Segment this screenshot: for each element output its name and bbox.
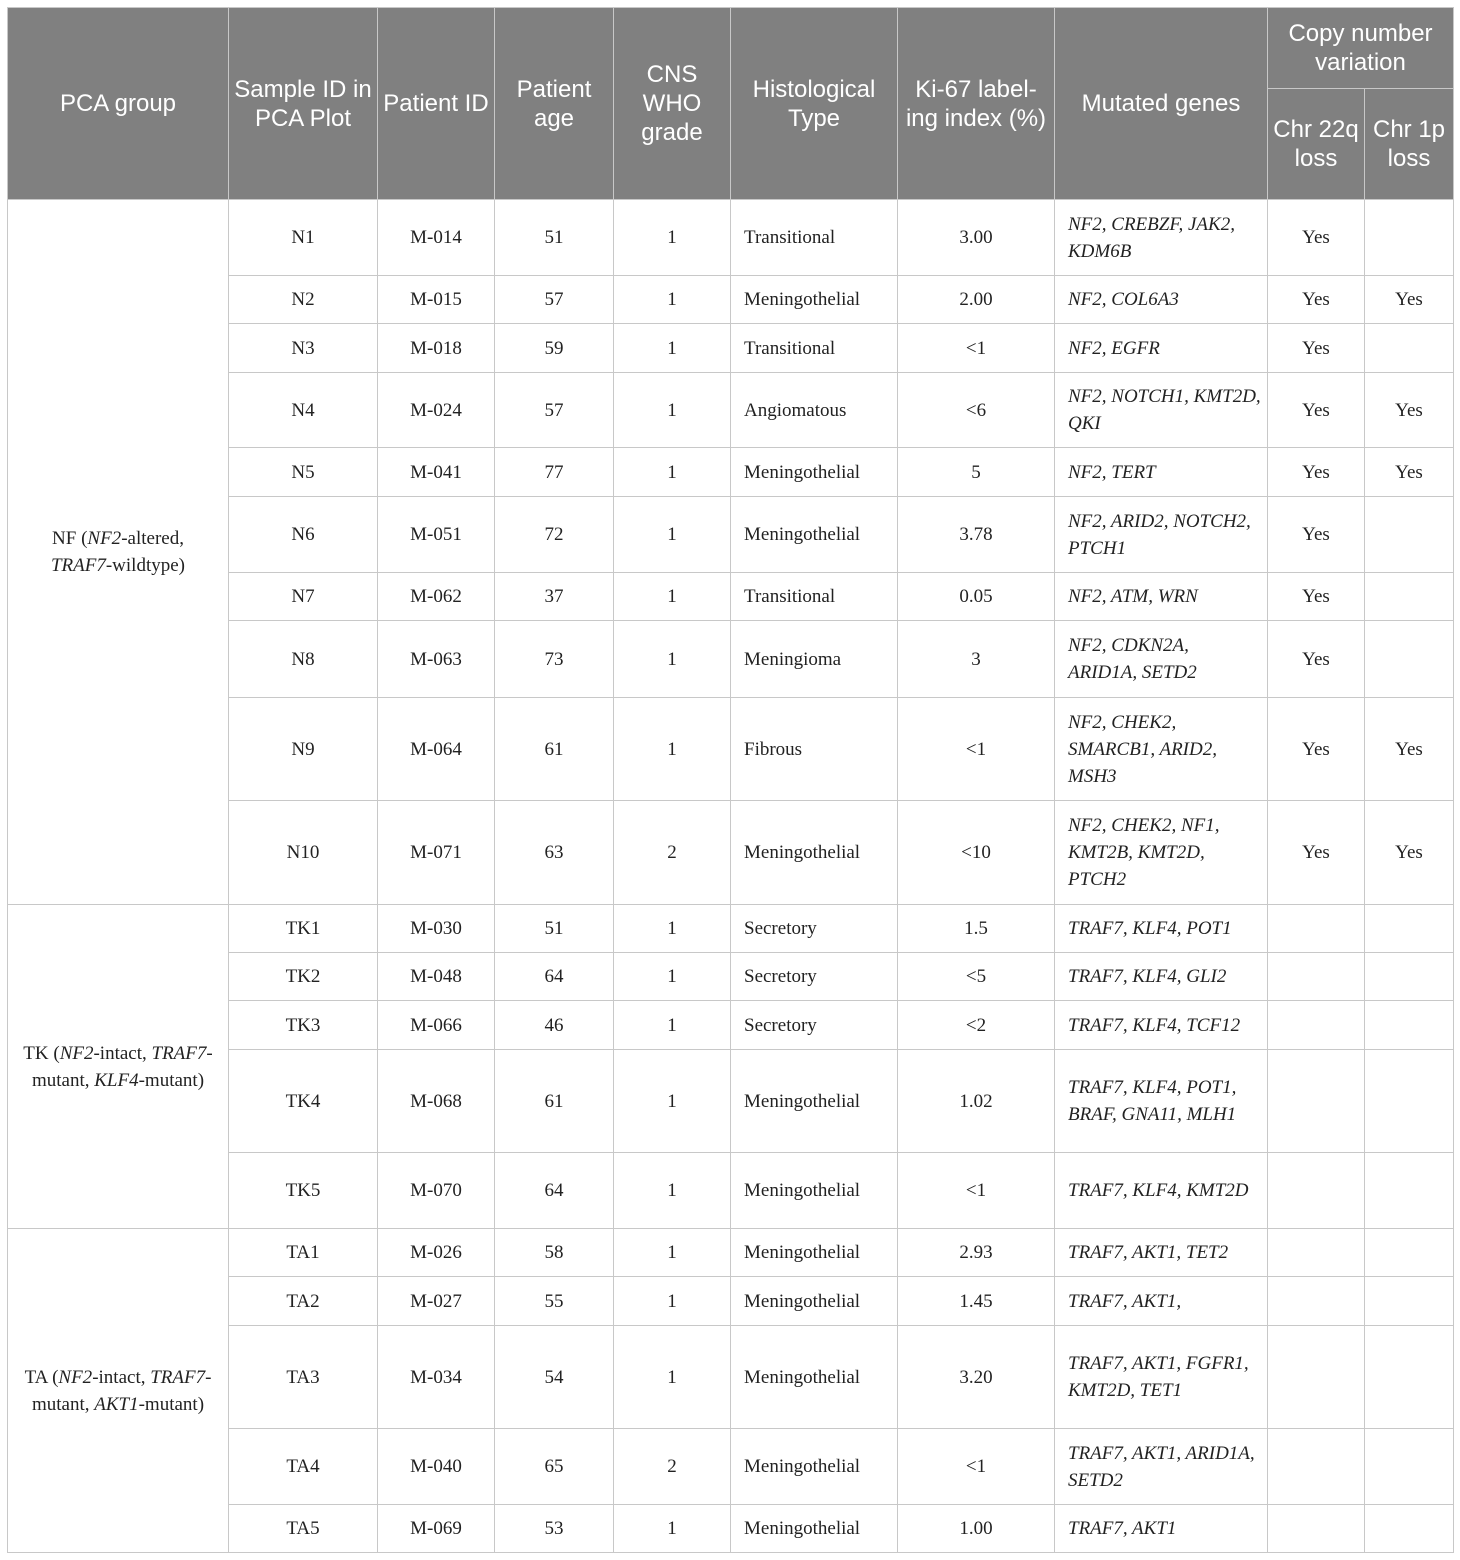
table-header [8,8,1454,200]
patient-age-cell: 64 [495,953,614,1001]
patient-age-cell: 53 [495,1505,614,1553]
mutated-genes-cell: TRAF7, KLF4, POT1, BRAF, GNA11, MLH1 [1055,1050,1268,1153]
histological-type-cell: Meningothelial [731,1277,898,1326]
sample-id-cell: TK1 [229,905,378,953]
histological-type-cell: Meningothelial [731,1326,898,1429]
patient-age-cell: 58 [495,1229,614,1277]
who-grade-cell: 2 [614,801,731,905]
ki67-cell: 3.20 [898,1326,1055,1429]
chr1p-loss-cell [1365,953,1454,1001]
ki67-cell: 0.05 [898,573,1055,621]
who-grade-cell: 1 [614,1277,731,1326]
table-row [8,200,1454,276]
header-copy-number-variation: Copy number variation [1268,8,1454,89]
patient-age-cell: 51 [495,200,614,276]
mutated-genes-cell: TRAF7, KLF4, GLI2 [1055,953,1268,1001]
mutated-genes-cell: NF2, NOTCH1, KMT2D, QKI [1055,373,1268,448]
sample-id-cell: TK5 [229,1153,378,1229]
histological-type-cell: Meningothelial [731,276,898,324]
chr22q-loss-cell: Yes [1268,373,1365,448]
chr22q-loss-cell [1268,905,1365,953]
chr1p-loss-cell [1365,905,1454,953]
sample-id-cell: N7 [229,573,378,621]
patient-age-cell: 54 [495,1326,614,1429]
mutated-genes-cell: TRAF7, KLF4, TCF12 [1055,1001,1268,1050]
histological-type-cell: Fibrous [731,698,898,801]
mutated-genes-cell: TRAF7, KLF4, POT1 [1055,905,1268,953]
pca-group-label-part: -mutant, [31,1042,213,1091]
patient-id-cell: M-071 [378,801,495,905]
sample-id-cell: N1 [229,200,378,276]
who-grade-cell: 2 [614,1429,731,1505]
patient-id-cell: M-062 [378,573,495,621]
mutated-genes-cell: TRAF7, AKT1 [1055,1505,1268,1553]
histological-type-cell: Meningothelial [731,448,898,497]
who-grade-cell: 1 [614,1229,731,1277]
patient-id-cell: M-051 [378,497,495,573]
chr1p-loss-cell: Yes [1365,448,1454,497]
who-grade-cell: 1 [614,497,731,573]
ki67-cell: 3.78 [898,497,1055,573]
ki67-cell: <5 [898,953,1055,1001]
ki67-cell: <1 [898,1153,1055,1229]
pca-group-label-part: TRAF7 [50,555,106,576]
chr22q-loss-cell: Yes [1268,497,1365,573]
ki67-cell: <1 [898,324,1055,373]
sample-id-cell: N4 [229,373,378,448]
who-grade-cell: 1 [614,373,731,448]
sample-id-cell: N5 [229,448,378,497]
chr1p-loss-cell [1365,1001,1454,1050]
chr1p-loss-cell [1365,1429,1454,1505]
patient-id-cell: M-041 [378,448,495,497]
pca-group-label-part: -altered, [121,528,184,549]
mutated-genes-cell: NF2, TERT [1055,448,1268,497]
sample-id-cell: TK4 [229,1050,378,1153]
patient-id-cell: M-018 [378,324,495,373]
chr1p-loss-cell: Yes [1365,801,1454,905]
mutated-genes-cell: NF2, EGFR [1055,324,1268,373]
chr22q-loss-cell [1268,1277,1365,1326]
mutated-genes-cell: TRAF7, AKT1, [1055,1277,1268,1326]
mutated-genes-cell: TRAF7, KLF4, KMT2D [1055,1153,1268,1229]
chr1p-loss-cell [1365,1505,1454,1553]
chr22q-loss-cell [1268,1001,1365,1050]
histological-type-cell: Secretory [731,953,898,1001]
patient-id-cell: M-015 [378,276,495,324]
pca-group-label-part: NF2 [87,528,122,549]
pca-group-label-part: TA ( [24,1366,59,1388]
who-grade-cell: 1 [614,1326,731,1429]
pca-group-label-part: NF2 [59,1042,94,1064]
who-grade-cell: 1 [614,1505,731,1553]
ki67-cell: <1 [898,1429,1055,1505]
who-grade-cell: 1 [614,1050,731,1153]
mutated-genes-cell: TRAF7, AKT1, TET2 [1055,1229,1268,1277]
header-patient-age: Patient age [495,8,614,200]
who-grade-cell: 1 [614,276,731,324]
patient-id-cell: M-070 [378,1153,495,1229]
header-histological-type: Histological Type [731,8,898,200]
chr22q-loss-cell: Yes [1268,698,1365,801]
chr22q-loss-cell: Yes [1268,573,1365,621]
pca-group-label-part: NF2 [58,1366,93,1388]
chr1p-loss-cell: Yes [1365,373,1454,448]
patient-age-cell: 63 [495,801,614,905]
sample-id-cell: TK2 [229,953,378,1001]
patient-age-cell: 57 [495,373,614,448]
sample-id-cell: N10 [229,801,378,905]
chr1p-loss-cell [1365,1277,1454,1326]
histological-type-cell: Meningothelial [731,1153,898,1229]
table-body [8,200,1454,1553]
chr1p-loss-cell [1365,573,1454,621]
pca-group-label-part: -intact, [93,1042,152,1064]
sample-id-cell: TA2 [229,1277,378,1326]
mutated-genes-cell: NF2, ATM, WRN [1055,573,1268,621]
pca-group-cell [8,905,229,1229]
ki67-cell: 3.00 [898,200,1055,276]
chr1p-loss-cell [1365,200,1454,276]
histological-type-cell: Angiomatous [731,373,898,448]
chr22q-loss-cell [1268,1229,1365,1277]
ki67-cell: <6 [898,373,1055,448]
patient-age-cell: 64 [495,1153,614,1229]
chr22q-loss-cell [1268,1153,1365,1229]
sample-id-cell: N6 [229,497,378,573]
patient-age-cell: 61 [495,698,614,801]
pca-group-label-part: KLF4 [94,1069,139,1091]
ki67-cell: 3 [898,621,1055,698]
ki67-cell: 1.00 [898,1505,1055,1553]
chr1p-loss-cell [1365,1050,1454,1153]
mutated-genes-cell: NF2, CHEK2, NF1, KMT2B, KMT2D, PTCH2 [1055,801,1268,905]
who-grade-cell: 1 [614,200,731,276]
patient-id-cell: M-069 [378,1505,495,1553]
patient-age-cell: 46 [495,1001,614,1050]
mutated-genes-cell: NF2, CDKN2A, ARID1A, SETD2 [1055,621,1268,698]
ki67-cell: <2 [898,1001,1055,1050]
who-grade-cell: 1 [614,448,731,497]
table-row [8,905,1454,953]
patient-id-cell: M-040 [378,1429,495,1505]
table-row [8,1229,1454,1277]
ki67-cell: <1 [898,698,1055,801]
chr1p-loss-cell [1365,497,1454,573]
patient-id-cell: M-034 [378,1326,495,1429]
mutated-genes-cell: NF2, ARID2, NOTCH2, PTCH1 [1055,497,1268,573]
patient-id-cell: M-014 [378,200,495,276]
sample-id-cell: TA3 [229,1326,378,1429]
histological-type-cell: Meningothelial [731,1505,898,1553]
patient-age-cell: 51 [495,905,614,953]
data-table [7,7,1454,1553]
pca-group-label-part: -mutant) [138,1393,205,1415]
chr22q-loss-cell [1268,1050,1365,1153]
ki67-cell: 1.5 [898,905,1055,953]
patient-id-cell: M-026 [378,1229,495,1277]
who-grade-cell: 1 [614,324,731,373]
sample-id-cell: TK3 [229,1001,378,1050]
patient-age-cell: 55 [495,1277,614,1326]
header-ki67: Ki-67 label-ing index (%) [898,8,1055,200]
header-chr1p-loss: Chr 1p loss [1365,89,1454,200]
histological-type-cell: Meningothelial [731,801,898,905]
chr1p-loss-cell: Yes [1365,276,1454,324]
chr1p-loss-cell [1365,1153,1454,1229]
histological-type-cell: Transitional [731,200,898,276]
histological-type-cell: Meningothelial [731,497,898,573]
pca-group-label-part: TK ( [23,1042,60,1064]
sample-id-cell: N9 [229,698,378,801]
header-chr22q-loss: Chr 22q loss [1268,89,1365,200]
pca-group-label-part: -wildtype) [105,555,186,576]
header-who-grade: CNS WHO grade [614,8,731,200]
patient-id-cell: M-024 [378,373,495,448]
who-grade-cell: 1 [614,573,731,621]
patient-age-cell: 73 [495,621,614,698]
pca-group-label-part: -intact, [92,1366,151,1388]
patient-age-cell: 57 [495,276,614,324]
ki67-cell: 5 [898,448,1055,497]
histological-type-cell: Meningioma [731,621,898,698]
pca-group-label-part: -mutant, [31,1366,212,1415]
chr22q-loss-cell: Yes [1268,276,1365,324]
sample-id-cell: N2 [229,276,378,324]
patient-id-cell: M-048 [378,953,495,1001]
chr22q-loss-cell [1268,953,1365,1001]
chr22q-loss-cell [1268,1505,1365,1553]
histological-type-cell: Meningothelial [731,1229,898,1277]
pca-group-label-part: AKT1 [94,1393,139,1415]
chr22q-loss-cell: Yes [1268,801,1365,905]
chr1p-loss-cell [1365,1229,1454,1277]
who-grade-cell: 1 [614,621,731,698]
patient-age-cell: 77 [495,448,614,497]
pca-group-label-part: TRAF7 [150,1366,206,1388]
chr1p-loss-cell [1365,621,1454,698]
sample-id-cell: TA1 [229,1229,378,1277]
pca-group-label-part: TRAF7 [151,1042,207,1064]
who-grade-cell: 1 [614,698,731,801]
pca-group-label-part: NF ( [52,528,88,549]
ki67-cell: <10 [898,801,1055,905]
ki67-cell: 2.00 [898,276,1055,324]
chr22q-loss-cell [1268,1429,1365,1505]
chr1p-loss-cell [1365,1326,1454,1429]
chr22q-loss-cell [1268,1326,1365,1429]
histological-type-cell: Secretory [731,1001,898,1050]
sample-id-cell: TA5 [229,1505,378,1553]
patient-id-cell: M-068 [378,1050,495,1153]
who-grade-cell: 1 [614,905,731,953]
sample-id-cell: N8 [229,621,378,698]
patient-age-cell: 59 [495,324,614,373]
patient-age-cell: 37 [495,573,614,621]
histological-type-cell: Meningothelial [731,1050,898,1153]
patient-id-cell: M-027 [378,1277,495,1326]
patient-id-cell: M-030 [378,905,495,953]
histological-type-cell: Transitional [731,573,898,621]
pca-group-cell [8,1229,229,1553]
header-pca-group: PCA group [8,8,229,200]
chr22q-loss-cell: Yes [1268,621,1365,698]
mutated-genes-cell: TRAF7, AKT1, ARID1A, SETD2 [1055,1429,1268,1505]
pca-group-cell [8,200,229,905]
ki67-cell: 1.45 [898,1277,1055,1326]
chr22q-loss-cell: Yes [1268,448,1365,497]
chr22q-loss-cell: Yes [1268,200,1365,276]
chr1p-loss-cell: Yes [1365,698,1454,801]
sample-id-cell: TA4 [229,1429,378,1505]
header-patient-id: Patient ID [378,8,495,200]
header-mutated-genes: Mutated genes [1055,8,1268,200]
patient-id-cell: M-066 [378,1001,495,1050]
header-sample-id: Sample ID in PCA Plot [229,8,378,200]
sample-id-cell: N3 [229,324,378,373]
mutated-genes-cell: NF2, CREBZF, JAK2, KDM6B [1055,200,1268,276]
histological-type-cell: Secretory [731,905,898,953]
who-grade-cell: 1 [614,1153,731,1229]
patient-age-cell: 65 [495,1429,614,1505]
patient-age-cell: 72 [495,497,614,573]
mutated-genes-cell: TRAF7, AKT1, FGFR1, KMT2D, TET1 [1055,1326,1268,1429]
who-grade-cell: 1 [614,953,731,1001]
chr1p-loss-cell [1365,324,1454,373]
pca-group-label-part: -mutant) [138,1069,205,1091]
patient-id-cell: M-064 [378,698,495,801]
mutated-genes-cell: NF2, COL6A3 [1055,276,1268,324]
ki67-cell: 2.93 [898,1229,1055,1277]
histological-type-cell: Transitional [731,324,898,373]
patient-age-cell: 61 [495,1050,614,1153]
who-grade-cell: 1 [614,1001,731,1050]
histological-type-cell: Meningothelial [731,1429,898,1505]
mutated-genes-cell: NF2, CHEK2, SMARCB1, ARID2, MSH3 [1055,698,1268,801]
ki67-cell: 1.02 [898,1050,1055,1153]
patient-id-cell: M-063 [378,621,495,698]
chr22q-loss-cell: Yes [1268,324,1365,373]
